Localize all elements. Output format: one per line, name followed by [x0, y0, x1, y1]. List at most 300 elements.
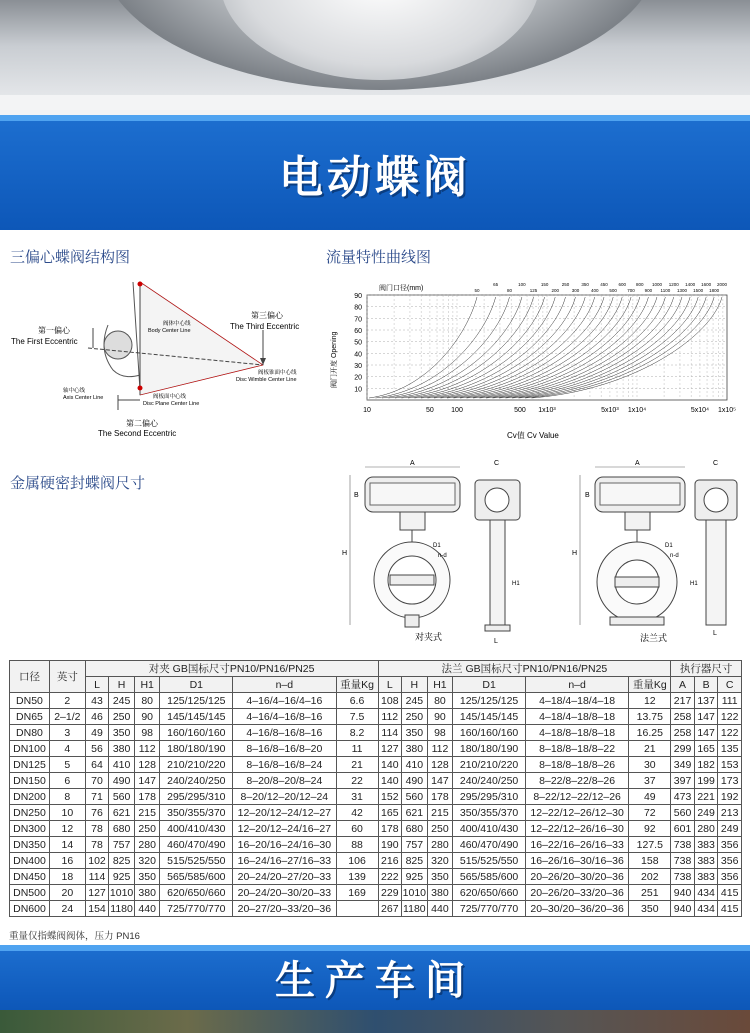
- flow-diameter-tick: 80: [506, 288, 512, 293]
- flow-diameter-tick: 450: [600, 282, 608, 287]
- table-cell: 490: [402, 773, 428, 789]
- table-cell: 178: [427, 789, 453, 805]
- flow-x-tick: 100: [451, 407, 463, 414]
- table-cell: 78: [85, 821, 109, 837]
- table-cell: 4: [49, 741, 85, 757]
- table-cell: 127.5: [629, 837, 671, 853]
- table-cell: 725/770/770: [160, 901, 233, 917]
- table-cell: 4–16/4–16/8–16: [233, 709, 336, 725]
- th-flange-1: H: [402, 677, 428, 693]
- table-row: [10, 773, 742, 789]
- table-cell: 1010: [109, 886, 134, 899]
- table-cell: 8–16/8–16/8–20: [233, 741, 336, 757]
- structure-section-title: 三偏心蝶阀结构图: [10, 248, 131, 266]
- table-cell: 152: [378, 789, 402, 805]
- table-cell: 473: [671, 789, 695, 805]
- table-cell: 680: [109, 821, 135, 837]
- table-cell: 78: [85, 837, 109, 853]
- flow-characteristic-chart: [322, 270, 742, 445]
- table-cell: 7.5: [336, 709, 378, 725]
- svg-text:L: L: [494, 638, 498, 645]
- table-cell: DN600: [10, 901, 50, 917]
- table-cell: 258: [671, 709, 695, 725]
- label-second-eccentric-en: The Second Eccentric: [98, 429, 177, 438]
- table-cell: 825: [402, 853, 428, 869]
- table-cell: 210/210/220: [160, 757, 233, 773]
- table-cell: 400/410/430: [160, 821, 233, 837]
- table-cell: 940: [671, 885, 695, 901]
- table-cell: 280: [694, 821, 718, 837]
- table-cell: DN100: [10, 741, 50, 757]
- table-cell: 114: [85, 869, 109, 885]
- flow-diameter-tick: 50: [474, 288, 480, 293]
- table-cell: 20–26/20–30/20–36: [525, 869, 628, 885]
- th-flange-0: L: [378, 677, 402, 693]
- table-cell: 240/240/250: [160, 773, 233, 789]
- table-cell: 147: [134, 773, 160, 789]
- table-cell: 215: [427, 805, 453, 821]
- table-cell: 5: [49, 757, 85, 773]
- flow-x-tick: 1x10⁴: [627, 407, 647, 414]
- dimension-section-title: 金属硬密封蝶阀尺寸: [10, 474, 146, 492]
- table-cell: 178: [378, 821, 402, 837]
- flow-diameter-tick: 800: [636, 282, 644, 287]
- table-cell: 20: [49, 885, 85, 901]
- table-cell: 3: [49, 725, 85, 741]
- table-cell: 16–22/16–26/16–33: [525, 837, 628, 853]
- table-cell: 250: [402, 709, 428, 725]
- table-cell: 738: [671, 837, 695, 853]
- flow-y-tick: 20: [354, 374, 362, 382]
- table-cell: 410: [402, 757, 428, 773]
- table-cell: 70: [85, 773, 109, 789]
- table-cell: 18: [49, 869, 85, 885]
- table-cell: 122: [718, 725, 742, 741]
- svg-text:H: H: [572, 550, 578, 557]
- table-cell: 22: [336, 773, 378, 789]
- table-cell: DN65: [10, 709, 50, 725]
- table-cell: 98: [134, 725, 160, 741]
- th-wafer-5: 重量Kg: [336, 677, 378, 693]
- table-cell: 621: [402, 805, 428, 821]
- table-cell: 350: [109, 725, 135, 741]
- table-cell: 12–22/12–26/12–30: [525, 805, 628, 821]
- table-cell: DN300: [10, 821, 50, 837]
- table-cell: 738: [671, 869, 695, 885]
- th-flange-2: H1: [427, 677, 453, 693]
- table-cell: 380: [427, 885, 453, 901]
- flow-x-axis-label: Cv值 Cv Value: [507, 431, 559, 440]
- table-cell: 153: [718, 757, 742, 773]
- table-row: [10, 853, 742, 869]
- table-row: [10, 709, 742, 725]
- label-body-center-en: Body Center Line: [148, 328, 191, 334]
- table-cell: 621: [109, 805, 135, 821]
- flow-diameter-tick: 1200: [668, 282, 679, 287]
- table-cell: 135: [718, 741, 742, 757]
- table-cell: DN125: [10, 757, 50, 773]
- table-cell: 350: [427, 869, 453, 885]
- table-cell: 13.75: [629, 709, 671, 725]
- flow-y-tick: 70: [354, 316, 362, 324]
- table-cell: 383: [694, 853, 718, 869]
- table-row: [10, 837, 742, 853]
- table-cell: 350/355/370: [160, 805, 233, 821]
- table-cell: 43: [85, 693, 109, 709]
- table-cell: 12–20/12–24/16–27: [233, 821, 336, 837]
- flow-diameter-tick: 1400: [685, 282, 696, 287]
- label-axis-center-en: Axis Center Line: [63, 395, 104, 401]
- flow-diameter-tick: 1300: [676, 288, 687, 293]
- th-wafer-2: H1: [134, 677, 160, 693]
- table-cell: 88: [336, 837, 378, 853]
- flow-diameter-tick: 200: [551, 288, 559, 293]
- table-cell: 258: [671, 725, 695, 741]
- table-cell: 8–18/8–18/8–26: [525, 757, 628, 773]
- table-cell: 190: [378, 837, 402, 853]
- table-cell: 295/295/310: [453, 789, 526, 805]
- table-cell: 350/355/370: [453, 805, 526, 821]
- table-cell: 16–20/16–24/16–30: [233, 837, 336, 853]
- table-row: [10, 693, 742, 709]
- table-cell: 12: [629, 693, 671, 709]
- table-cell: 2–1/2: [49, 709, 85, 725]
- table-cell: 1010: [402, 886, 427, 899]
- flow-diameter-tick: 2000: [716, 282, 728, 287]
- table-cell: 20–26/20–33/20–36: [525, 885, 628, 901]
- table-cell: 356: [718, 869, 742, 885]
- table-cell: 90: [427, 709, 453, 725]
- table-cell: 515/525/550: [453, 853, 526, 869]
- svg-text:D1: D1: [665, 543, 673, 549]
- table-cell: 108: [378, 693, 402, 709]
- table-cell: 245: [109, 693, 135, 709]
- table-cell: 320: [134, 853, 160, 869]
- svg-text:B: B: [585, 492, 590, 499]
- workshop-photo-strip: [0, 1010, 750, 1033]
- flow-y-tick: 30: [354, 363, 362, 370]
- label-disc-plane-en: Disc Plane Center Line: [143, 401, 200, 407]
- table-cell: 245: [402, 693, 428, 709]
- table-cell: 49: [629, 789, 671, 805]
- table-cell: 8–16/8–16/8–24: [233, 757, 336, 773]
- banner-production-workshop: [0, 945, 750, 1010]
- th-actuator-1: B: [694, 677, 718, 693]
- table-cell: 125/125/125: [453, 693, 526, 709]
- table-cell: 4–18/4–18/4–18: [525, 693, 628, 709]
- table-cell: 601: [671, 821, 695, 837]
- flow-section-title: 流量特性曲线图: [326, 248, 432, 266]
- table-cell: 16–26/16–30/16–36: [525, 853, 628, 869]
- flange-drawing: [572, 460, 737, 643]
- table-cell: 8–22/8–22/8–26: [525, 773, 628, 789]
- table-cell: 350: [134, 869, 160, 885]
- table-cell: 250: [109, 709, 135, 725]
- table-cell: 229: [378, 885, 402, 901]
- table-cell: DN400: [10, 853, 50, 869]
- table-cell: 46: [85, 709, 109, 725]
- table-cell: 400/410/430: [453, 821, 526, 837]
- flow-diameter-tick: 1800: [709, 288, 720, 293]
- table-cell: 565/585/600: [453, 869, 526, 885]
- table-cell: 202: [629, 869, 671, 885]
- banner-bottom-title: 生产车间: [275, 958, 475, 1004]
- flow-y-tick: 90: [354, 293, 362, 300]
- label-third-eccentric-en: The Third Eccentric: [230, 322, 300, 331]
- structure-diagram: [8, 270, 318, 445]
- flow-diameter-tick: 900: [644, 288, 653, 293]
- label-body-center-cn: 阀体中心线: [163, 321, 191, 327]
- table-cell: 140: [378, 757, 402, 773]
- flow-diameter-tick: 1600: [701, 282, 712, 287]
- table-cell: 383: [694, 837, 718, 853]
- table-note: 重量仅指蝶阀阀体，压力 PN16: [9, 931, 140, 942]
- table-cell: DN50: [10, 693, 50, 709]
- table-cell: 434: [694, 885, 718, 901]
- table-cell: 380: [109, 741, 135, 757]
- table-cell: 90: [134, 709, 160, 725]
- table-cell: 8–20/8–20/8–24: [233, 773, 336, 789]
- table-cell: 173: [718, 773, 742, 789]
- table-cell: 140: [378, 773, 402, 789]
- table-cell: 49: [85, 725, 109, 741]
- flow-diameter-tick: 350: [581, 282, 589, 287]
- table-cell: 147: [427, 773, 453, 789]
- table-cell: 21: [336, 757, 378, 773]
- table-cell: 145/145/145: [160, 709, 233, 725]
- table-cell: DN350: [10, 837, 50, 853]
- table-cell: 137: [694, 693, 718, 709]
- label-disc-wimble-en: Disc Wimble Center Line: [236, 377, 297, 383]
- table-cell: 380: [402, 741, 428, 757]
- table-cell: 128: [427, 757, 453, 773]
- table-cell: 106: [336, 853, 378, 869]
- table-cell: 80: [134, 693, 160, 709]
- table-cell: 112: [378, 709, 402, 725]
- table-cell: 20–24/20–27/20–33: [233, 869, 336, 885]
- table-cell: 76: [85, 805, 109, 821]
- label-second-eccentric-cn: 第二偏心: [126, 419, 158, 428]
- table-cell: 1180: [110, 902, 133, 915]
- table-cell: DN250: [10, 805, 50, 821]
- table-cell: 16–24/16–27/16–33: [233, 853, 336, 869]
- table-cell: 6: [49, 773, 85, 789]
- table-cell: 210/210/220: [453, 757, 526, 773]
- flow-y-tick: 10: [354, 386, 362, 394]
- flow-y-tick: 50: [354, 339, 362, 347]
- flow-y-tick: 60: [354, 328, 362, 335]
- table-cell: 2: [49, 693, 85, 709]
- svg-text:C: C: [713, 460, 719, 467]
- label-first-eccentric-en: The First Eccentric: [11, 337, 78, 346]
- table-cell: 440: [134, 901, 160, 917]
- banner-electric-butterfly-valve: [0, 115, 750, 230]
- th-flange-5: 重量Kg: [629, 677, 671, 693]
- table-cell: 320: [427, 853, 453, 869]
- flow-diameter-tick: 1100: [660, 288, 671, 293]
- table-cell: 71: [85, 789, 109, 805]
- table-cell: 20–24/20–30/20–33: [233, 885, 336, 901]
- th-inch: 英寸: [49, 661, 85, 693]
- th-flange: 法兰 GB国标尺寸PN10/PN16/PN25: [378, 661, 671, 677]
- table-cell: 12: [49, 821, 85, 837]
- flow-diameter-tick: 65: [493, 282, 499, 287]
- wafer-caption: 对夹式: [415, 632, 443, 642]
- table-cell: 154: [85, 901, 109, 917]
- flow-x-tick: 50: [426, 407, 434, 414]
- label-first-eccentric-cn: 第一偏心: [38, 326, 70, 335]
- table-cell: 213: [718, 805, 742, 821]
- table-row: [10, 901, 742, 917]
- flow-diameter-tick: 1500: [693, 288, 704, 293]
- valve-stem-circle: [104, 331, 132, 359]
- table-cell: 240/240/250: [453, 773, 526, 789]
- table-cell: 415: [718, 885, 742, 901]
- table-cell: 24: [49, 901, 85, 917]
- flow-y-tick: 80: [354, 304, 362, 312]
- table-cell: 21: [629, 741, 671, 757]
- table-cell: 216: [378, 853, 402, 869]
- table-cell: 825: [109, 853, 135, 869]
- table-cell: 64: [85, 757, 109, 773]
- table-cell: 620/650/660: [453, 885, 526, 901]
- svg-text:B: B: [354, 492, 359, 499]
- table-cell: 16: [49, 853, 85, 869]
- th-flange-3: D1: [453, 677, 526, 693]
- svg-text:H: H: [342, 550, 348, 557]
- table-cell: DN450: [10, 869, 50, 885]
- table-cell: 80: [427, 693, 453, 709]
- table-cell: 440: [427, 901, 453, 917]
- th-wafer-4: n–d: [233, 677, 336, 693]
- flow-x-tick: 1x10⁵: [717, 407, 737, 414]
- th-wafer: 对夹 GB国标尺寸PN10/PN16/PN25: [85, 661, 378, 677]
- table-cell: 925: [109, 869, 135, 885]
- table-cell: 11: [336, 741, 378, 757]
- table-cell: 20–27/20–33/20–36: [233, 901, 336, 917]
- flow-diameter-tick: 150: [540, 282, 549, 287]
- label-axis-center-cn: 轴中心线: [63, 388, 86, 394]
- table-cell: 128: [134, 757, 160, 773]
- table-row: [10, 805, 742, 821]
- table-cell: 565/585/600: [160, 869, 233, 885]
- svg-text:A: A: [635, 460, 640, 467]
- th-actuator-2: C: [718, 677, 742, 693]
- table-cell: DN150: [10, 773, 50, 789]
- table-cell: 127: [378, 741, 402, 757]
- svg-text:A: A: [410, 460, 415, 467]
- table-cell: 380: [134, 885, 160, 901]
- table-cell: 251: [629, 885, 671, 901]
- table-cell: 620/650/660: [160, 885, 233, 901]
- table-cell: 397: [671, 773, 695, 789]
- flow-x-tick: 1x10³: [538, 407, 556, 414]
- table-cell: 114: [378, 725, 402, 741]
- table-cell: 560: [402, 789, 428, 805]
- table-cell: 122: [718, 709, 742, 725]
- table-cell: 8–18/8–18/8–22: [525, 741, 628, 757]
- dimension-drawings: [330, 455, 745, 650]
- table-row: [10, 725, 742, 741]
- table-cell: 299: [671, 741, 695, 757]
- flow-diameter-tick: 250: [561, 282, 570, 287]
- table-cell: 182: [694, 757, 718, 773]
- table-cell: 410: [109, 757, 135, 773]
- product-photo-top: [0, 0, 750, 115]
- table-cell: 4–18/8–18/8–18: [525, 725, 628, 741]
- table-cell: 8.2: [336, 725, 378, 741]
- table-cell: 112: [427, 741, 453, 757]
- label-disc-wimble-cn: 阀板锥面中心线: [258, 370, 297, 376]
- table-cell: 145/145/145: [453, 709, 526, 725]
- table-cell: 280: [427, 837, 453, 853]
- table-cell: 560: [109, 789, 135, 805]
- table-cell: 560: [671, 805, 695, 821]
- table-cell: 30: [629, 757, 671, 773]
- flow-y-tick: 40: [354, 351, 362, 359]
- svg-text:C: C: [494, 460, 500, 467]
- svg-text:D1: D1: [433, 543, 441, 549]
- table-cell: 295/295/310: [160, 789, 233, 805]
- flow-x-tick: 500: [514, 407, 526, 414]
- th-flange-4: n–d: [525, 677, 628, 693]
- svg-text:L: L: [713, 630, 717, 637]
- table-cell: 725/770/770: [453, 901, 526, 917]
- table-row: [10, 885, 742, 901]
- flow-top-axis-label: 阀门口径(mm): [379, 285, 424, 292]
- table-cell: 217: [671, 693, 695, 709]
- table-cell: 31: [336, 789, 378, 805]
- table-cell: 60: [336, 821, 378, 837]
- flow-diameter-tick: 500: [609, 288, 617, 293]
- table-cell: 680: [402, 821, 428, 837]
- table-cell: 460/470/490: [160, 837, 233, 853]
- table-cell: 147: [694, 725, 718, 741]
- table-cell: 169: [336, 885, 378, 901]
- table-cell: 222: [378, 869, 402, 885]
- svg-text:H1: H1: [690, 581, 698, 587]
- table-cell: 160/160/160: [453, 725, 526, 741]
- table-cell: 249: [718, 821, 742, 837]
- svg-text:n-d: n-d: [670, 553, 679, 559]
- label-disc-plane-cn: 阀板面中心线: [153, 394, 187, 400]
- table-cell: 8–22/12–22/12–26: [525, 789, 628, 805]
- table-cell: 940: [671, 901, 695, 917]
- flow-diameter-tick: 700: [627, 288, 635, 293]
- table-cell: 4–16/8–16/8–16: [233, 725, 336, 741]
- table-cell: 434: [694, 901, 718, 917]
- table-row: [10, 869, 742, 885]
- table-cell: 8: [49, 789, 85, 805]
- table-cell: 180/180/190: [160, 741, 233, 757]
- th-actuator-0: A: [671, 677, 695, 693]
- table-cell: 221: [694, 789, 718, 805]
- table-cell: 37: [629, 773, 671, 789]
- table-cell: 250: [134, 821, 160, 837]
- table-cell: 12–20/12–24/12–27: [233, 805, 336, 821]
- table-cell: 1180: [403, 902, 426, 915]
- table-cell: 42: [336, 805, 378, 821]
- th-size: 口径: [10, 661, 50, 693]
- table-cell: 415: [718, 901, 742, 917]
- table-cell: 757: [402, 837, 428, 853]
- table-cell: 16.25: [629, 725, 671, 741]
- table-cell: 6.6: [336, 693, 378, 709]
- banner-title: 电动蝶阀: [279, 151, 471, 203]
- table-cell: 158: [629, 853, 671, 869]
- table-cell: 199: [694, 773, 718, 789]
- table-row: [10, 789, 742, 805]
